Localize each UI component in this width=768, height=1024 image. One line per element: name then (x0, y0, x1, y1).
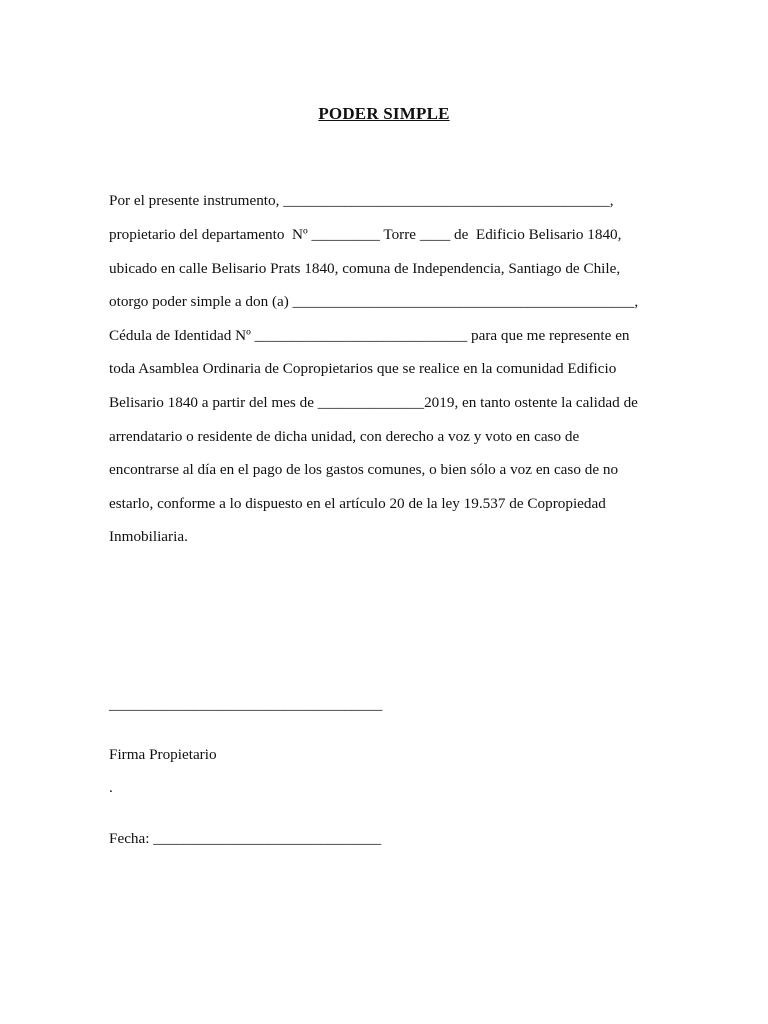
body-line-11: Inmobiliaria. (109, 528, 188, 545)
document-title: PODER SIMPLE (318, 104, 450, 123)
signature-line: ____________________________________ (109, 696, 383, 713)
body-line-1: Por el presente instrumento, ___________________________________________, (109, 192, 614, 209)
body-line-5: Cédula de Identidad Nº ____________________________ para que me represente en (109, 327, 630, 344)
body-line-8: arrendatario o residente de dicha unidad, con derecho a voz y voto en caso de (109, 428, 580, 445)
body-line-6: toda Asamblea Ordinaria de Copropietarios que se realice en la comunidad Edificio (109, 360, 617, 377)
date-field: Fecha: ______________________________ (109, 830, 382, 847)
body-line-4: otorgo poder simple a don (a) _____________________________________________, (109, 293, 639, 310)
signature-label: Firma Propietario (109, 746, 217, 763)
dot-mark: . (109, 779, 113, 796)
body-line-10: estarlo, conforme a lo dispuesto en el artículo 20 de la ley 19.537 de Copropiedad (109, 495, 606, 512)
body-line-2: propietario del departamento Nº _________ Torre ____ de Edificio Belisario 1840, (109, 226, 622, 243)
body-line-3: ubicado en calle Belisario Prats 1840, comuna de Independencia, Santiago de Chile, (109, 260, 621, 277)
body-line-9: encontrarse al día en el pago de los gastos comunes, o bien sólo a voz en caso de no (109, 461, 619, 478)
body-line-7: Belisario 1840 a partir del mes de ______________2019, en tanto ostente la calidad de (109, 394, 638, 411)
